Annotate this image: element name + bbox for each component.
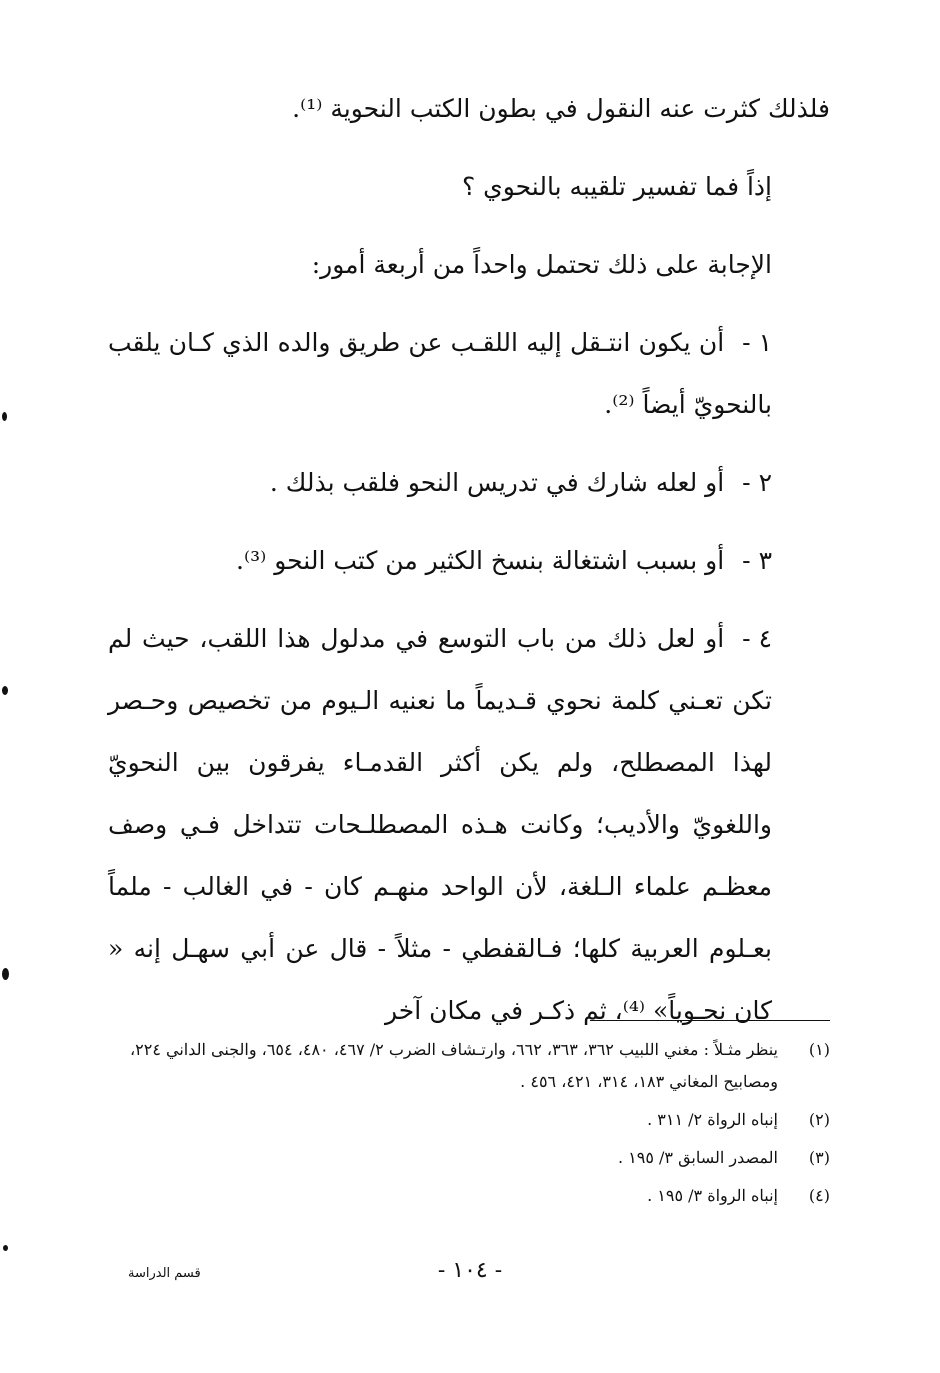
scan-speck — [2, 968, 9, 980]
scan-speck — [2, 686, 8, 695]
footnote-mark: (٣) — [808, 1148, 830, 1167]
list-item-text: أو لعل ذلك من باب التوسع في مدلول هذا اللقب، حيث لم تكن تعـني كلمة نحوي قـديماً ما نعنيه الـيوم من تخصيص وحـصر لهذا المصطلح، ولم يكن أكثر القدمـاء يفرقون بين النحويّ واللغويّ والأديب؛ وكانت هـذه المصطلـحات تتداخل فـي وصف معظـم علماء الـلغة، لأن الواحد منهـم كان - في الغالب - ملماً بعـلوم العربية كلها؛ فـالقفطي - مثلاً - قال عن أبي سهـل إنه « كان نحـوياً» ⁽⁴⁾، ثم ذكـر في مكان آخر — [108, 624, 772, 1025]
footnote-mark: (١) — [808, 1040, 830, 1059]
footnote-divider — [590, 1020, 830, 1021]
footnote — [108, 1104, 830, 1136]
list-item-text: أو لعله شارك في تدريس النحو فلقب بذلك . — [269, 468, 725, 497]
footnote — [108, 1180, 830, 1212]
scan-speck — [2, 412, 7, 421]
list-item-number: ٤ - — [742, 624, 772, 653]
footnote-text: إنباه الرواة ٢/ ٣١١ . — [647, 1110, 778, 1129]
footnote — [108, 1034, 830, 1098]
scan-speck — [3, 1245, 8, 1251]
paragraph-question — [108, 156, 830, 218]
footnote-text: إنباه الرواة ٣/ ١٩٥ . — [647, 1186, 778, 1205]
footnotes — [108, 1034, 830, 1218]
paragraph-text: فلذلك كثرت عنه النقول في بطون الكتب النحوية ⁽¹⁾. — [292, 94, 830, 123]
main-text — [108, 78, 830, 1060]
list-item-2 — [108, 452, 830, 514]
page-number: - ١٠٤ - — [437, 1258, 503, 1283]
list-item-4 — [108, 608, 830, 1042]
footnote — [108, 1142, 830, 1174]
paragraph-continuation — [108, 78, 830, 140]
list-item-text: أن يكون انتـقل إليه اللقـب عن طريق والده الذي كـان يلقب بالنحويّ أيضاً ⁽²⁾. — [108, 328, 772, 419]
footnote-text: المصدر السابق ٣/ ١٩٥ . — [617, 1148, 778, 1167]
footnote-text: ينظر مثـلاً : مغني اللبيب ٣٦٢، ٣٦٣، ٦٦٢، وارتـشاف الضرب ٢/ ٤٦٧، ٤٨٠، ٦٥٤، والجنى الداني ٢٢٤، ومصابيح المغاني ١٨٣، ٣١٤، ٤٢١، ٤٥٦ . — [129, 1040, 778, 1091]
paragraph-text: الإجابة على ذلك تحتمل واحداً من أربعة أمور: — [311, 250, 772, 279]
section-label: قسم الدراسة — [128, 1266, 201, 1281]
footnote-mark: (٢) — [808, 1110, 830, 1129]
list-item-number: ١ - — [742, 328, 772, 357]
list-item-1 — [108, 312, 830, 436]
list-item-number: ٢ - — [742, 468, 772, 497]
paragraph-answer-intro — [108, 234, 830, 296]
list-item-number: ٣ - — [742, 546, 772, 575]
list-item-3 — [108, 530, 830, 592]
paragraph-text: إذاً فما تفسير تلقيبه بالنحوي ؟ — [461, 172, 772, 201]
footnote-mark: (٤) — [808, 1186, 830, 1205]
list-item-text: أو بسبب اشتغالة بنسخ الكثير من كتب النحو ⁽³⁾. — [236, 546, 725, 575]
